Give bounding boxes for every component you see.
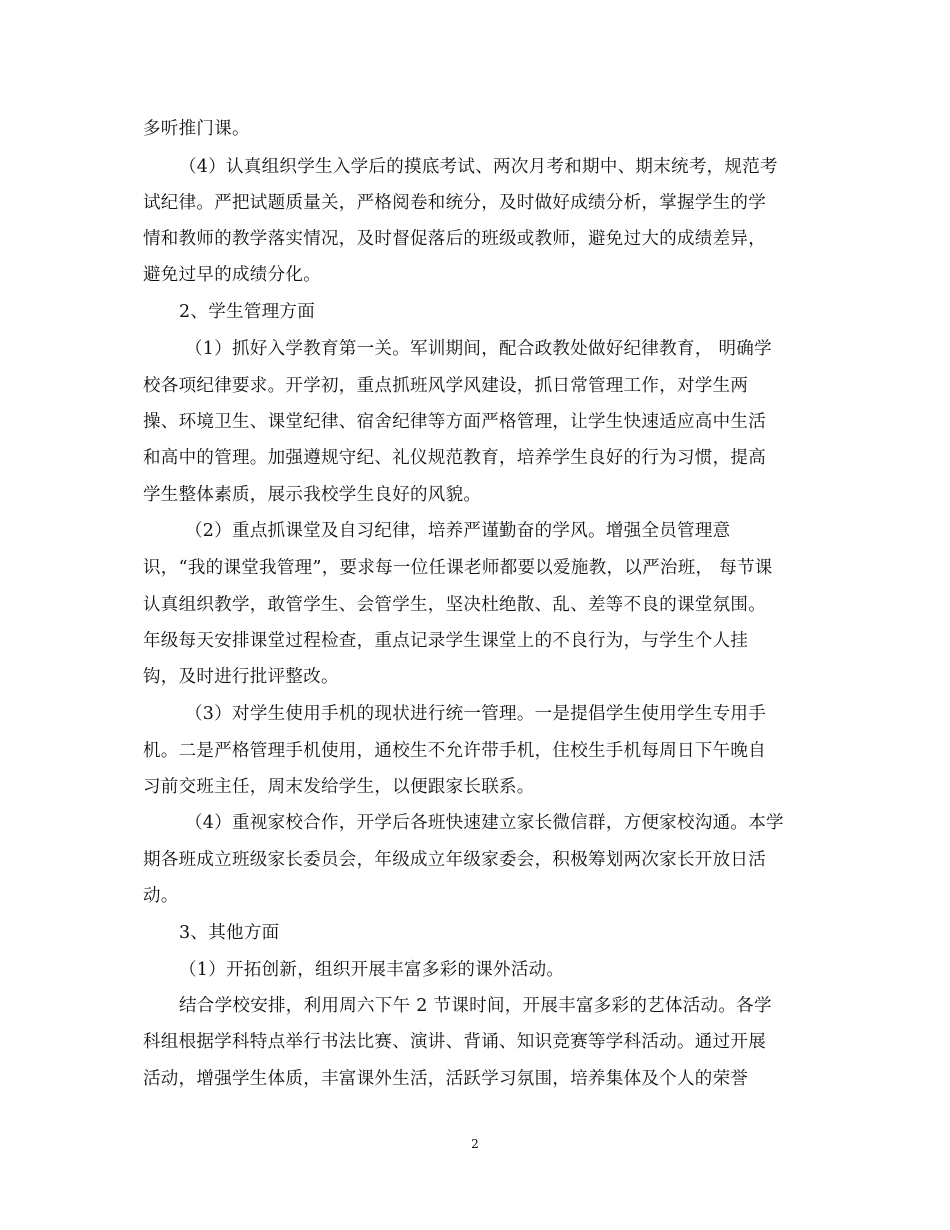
text-line: 机。二是严格管理手机使用，通校生不允许带手机，住校生手机每周日下午晚自 [143, 741, 766, 761]
text-line: 情和教师的教学落实情况，及时督促落后的班级或教师，避免过大的成绩差异， [143, 229, 766, 249]
text-line: 期各班成立班级家长委员会，年级成立年级家委会，积极筹划两次家长开放日活 [143, 850, 766, 870]
text-line: 操、环境卫生、课堂纪律、宿舍纪律等方面严格管理，让学生快速适应高中生活 [143, 412, 766, 432]
text-line: 认真组织教学，敢管学生、会管学生，坚决杜绝散、乱、差等不良的课堂氛围。 [143, 595, 766, 615]
text-line: 动。 [143, 886, 179, 906]
text-line: 钩，及时进行批评整改。 [143, 667, 339, 687]
paragraph-line: （1）抓好入学教育第一关。军训期间，配合政教处做好纪律教育， 明确学 [185, 339, 772, 359]
paragraph-line: （3）对学生使用手机的现状进行统一管理。一是提倡学生使用学生专用手 [185, 704, 767, 724]
text-line: 科组根据学科特点举行书法比赛、演讲、背诵、知识竞赛等学科活动。通过开展 [143, 1032, 766, 1052]
text-line: 多听推门课。 [143, 119, 250, 139]
text-line: 习前交班主任，周末发给学生，以便跟家长联系。 [143, 777, 535, 797]
paragraph-line: （4）认真组织学生入学后的摸底考试、两次月考和期中、期末统考，规范考 [179, 157, 778, 177]
paragraph-line: （2）重点抓课堂及自习纪律，培养严谨勤奋的学风。增强全员管理意 [185, 521, 731, 541]
text-line: 年级每天安排课堂过程检查，重点记录学生课堂上的不良行为，与学生个人挂 [143, 631, 749, 651]
text-line: 避免过早的成绩分化。 [143, 265, 321, 285]
page-number: 2 [471, 1137, 479, 1151]
text-line: 和高中的管理。加强遵规守纪、礼仪规范教育，培养学生良好的行为习惯，提高 [143, 448, 766, 468]
text-line: 学生整体素质，展示我校学生良好的风貌。 [143, 485, 482, 505]
section-heading: 3、其他方面 [179, 923, 280, 943]
text-line: 识，“我的课堂我管理”，要求每一位任课老师都要以爱施教，以严治班， 每节课 [143, 558, 773, 578]
text-line: 校各项纪律要求。开学初，重点抓班风学风建设，抓日常管理工作，对学生两 [143, 376, 749, 396]
section-heading: 2、学生管理方面 [179, 302, 316, 322]
paragraph-line: （1）开拓创新，组织开展丰富多彩的课外活动。 [179, 960, 565, 980]
text-line: 试纪律。严把试题质量关，严格阅卷和统分，及时做好成绩分析，掌握学生的学 [143, 193, 766, 213]
paragraph-line: （4）重视家校合作，开学后各班快速建立家长微信群，方便家校沟通。本学 [185, 813, 784, 833]
paragraph-line: 结合学校安排，利用周六下午 2 节课时间，开展丰富多彩的艺体活动。各学 [179, 996, 772, 1016]
text-line: 活动，增强学生体质，丰富课外生活，活跃学习氛围，培养集体及个人的荣誉 [143, 1069, 749, 1089]
